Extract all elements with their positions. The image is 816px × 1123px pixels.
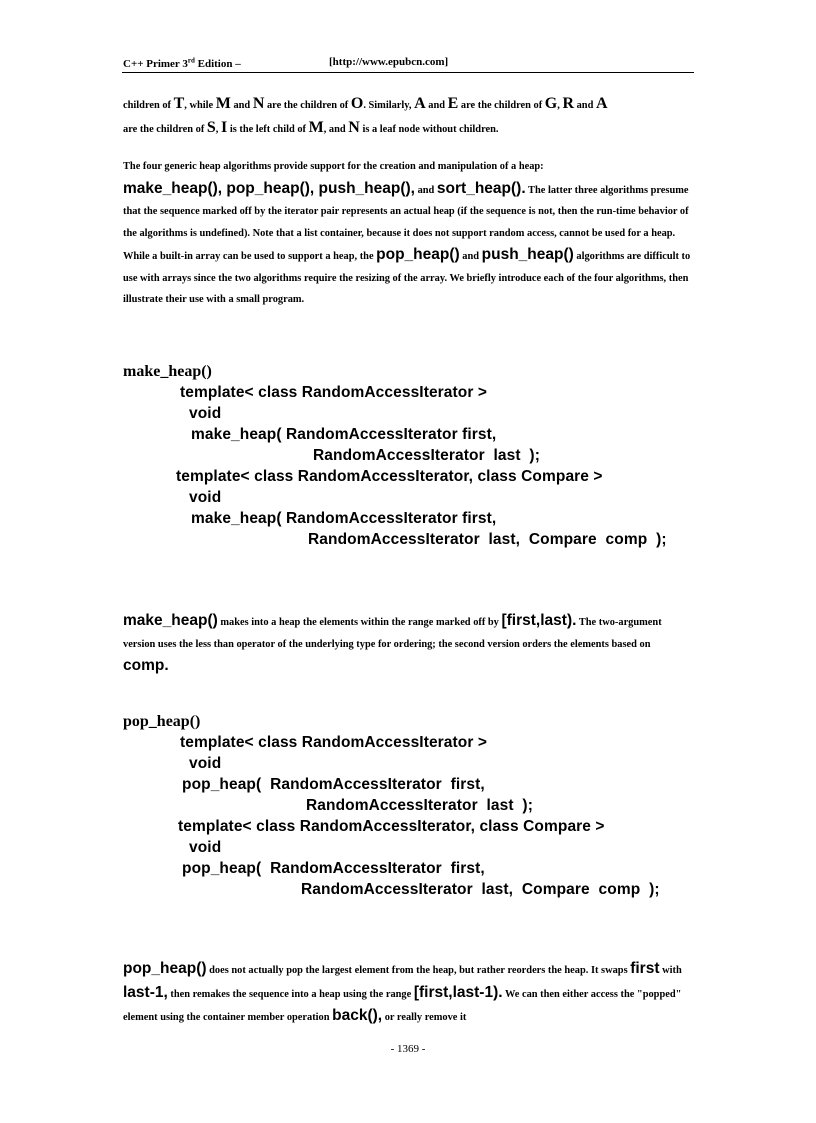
code-line: make_heap( RandomAccessIterator first, [191, 426, 497, 443]
page-number: - 1369 - [390, 1043, 426, 1055]
book-title: C++ Primer 3rd Edition – [123, 56, 241, 70]
section-heading-pop-heap: pop_heap() [123, 713, 201, 730]
paragraph-heap-algorithms: The four generic heap algorithms provide support for the creation and manipulation of a heap: make_heap(), pop_heap(), push_heap(), and sort_heap(). The latter three algorithms presume that the sequence marked off by the iterator pair represents an actual heap (if the sequence is not, then the run-time behavior of the algorithms is undefined). Note that a list container, because it does not support random access, cannot be used for a heap. While a built-in array can be used to support a heap, the pop_heap() and push_heap() algorithms are difficult to use with arrays since the two algorithms require the resizing of the array. We briefly introduce each of the four algorithms, then illustrate their use with a small program. [123, 161, 691, 305]
running-header [123, 56, 449, 70]
code-line: pop_heap( RandomAccessIterator first, [182, 776, 485, 793]
header-rule [122, 72, 694, 73]
header-url: [http://www.epubcn.com] [329, 56, 449, 68]
paragraph-pop-heap-desc: pop_heap() does not actually pop the largest element from the heap, but rather reorders the heap. It swaps first with last-1, then remakes the sequence into a heap using the range [first,last-1). We can then either access the "popped" element using the container member operation back(), or really remove it [123, 960, 682, 1024]
code-line: make_heap( RandomAccessIterator first, [191, 510, 497, 527]
code-line: void [189, 755, 222, 772]
code-line: template< class RandomAccessIterator > [180, 384, 488, 401]
code-line: void [189, 405, 222, 422]
code-line: RandomAccessIterator last ); [313, 447, 540, 464]
code-line: RandomAccessIterator last ); [306, 797, 533, 814]
code-line: template< class RandomAccessIterator > [180, 734, 488, 751]
code-line: RandomAccessIterator last, Compare comp ); [301, 881, 660, 898]
code-line: void [189, 839, 222, 856]
code-line: void [189, 489, 222, 506]
code-line: template< class RandomAccessIterator, class Compare > [176, 468, 603, 485]
paragraph-tree-children: children of T, while M and N are the children of O. Similarly, A and E are the children of G, R and A are the children of S, I is the left child of M, and N is a leaf node without children. [123, 95, 608, 136]
paragraph-make-heap-desc: make_heap() makes into a heap the elements within the range marked off by [first,last). The two-argument version uses the less than operator of the underlying type for ordering; the second version orders the elements based on comp. [123, 612, 662, 674]
code-line: RandomAccessIterator last, Compare comp ); [308, 531, 667, 548]
code-line: pop_heap( RandomAccessIterator first, [182, 860, 485, 877]
code-line: template< class RandomAccessIterator, class Compare > [178, 818, 605, 835]
section-heading-make-heap: make_heap() [123, 363, 212, 380]
